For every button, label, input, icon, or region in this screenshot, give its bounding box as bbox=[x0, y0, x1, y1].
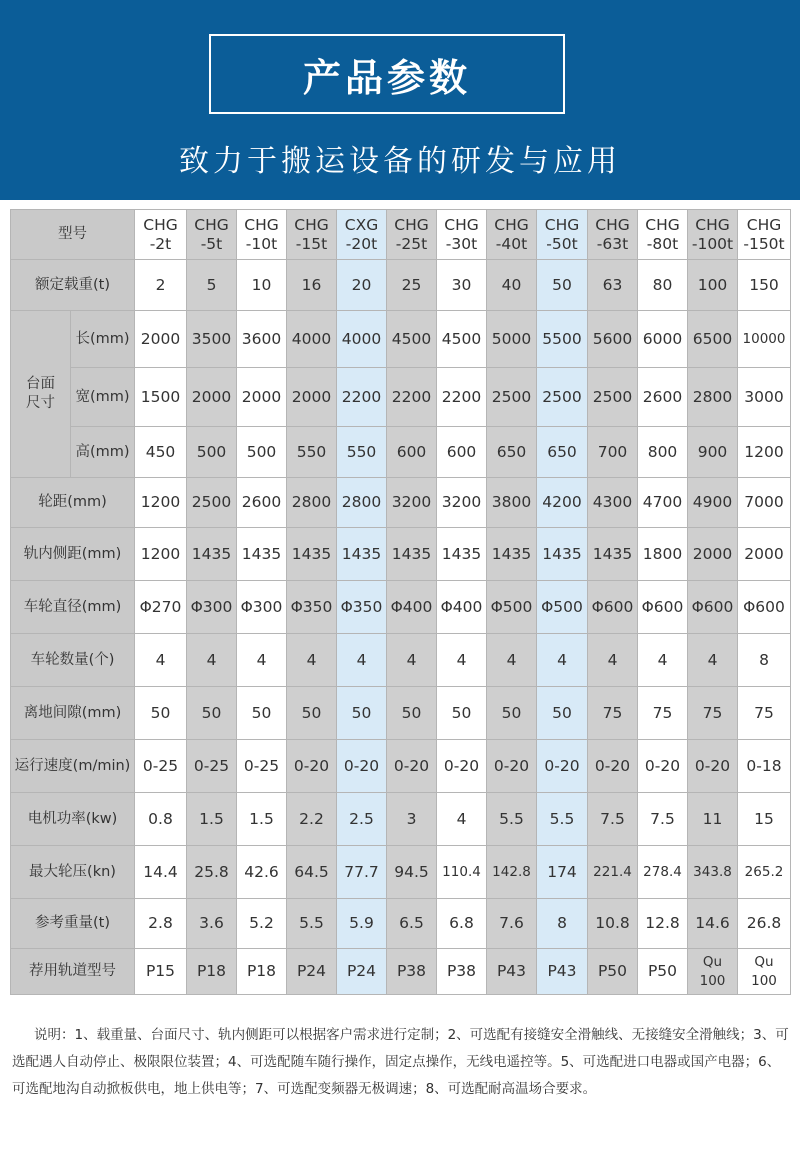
value-cell: 10000 bbox=[738, 311, 791, 368]
value-cell: 2800 bbox=[337, 478, 387, 528]
table-row bbox=[11, 846, 791, 899]
value-cell: Φ500 bbox=[537, 581, 588, 634]
value-cell: 1200 bbox=[738, 427, 791, 478]
value-cell: 4500 bbox=[387, 311, 437, 368]
value-cell: P18 bbox=[187, 949, 237, 995]
table-row bbox=[11, 368, 791, 427]
value-cell: 0-25 bbox=[135, 740, 187, 793]
model-capacity: -50t bbox=[546, 234, 578, 253]
table-row bbox=[11, 793, 791, 846]
value-cell: 5.9 bbox=[337, 899, 387, 949]
value-cell: 5000 bbox=[487, 311, 537, 368]
value-cell: 40 bbox=[487, 260, 537, 311]
value-cell: 50 bbox=[237, 687, 287, 740]
value-cell: 650 bbox=[487, 427, 537, 478]
value-cell: 30 bbox=[437, 260, 487, 311]
model-cell bbox=[437, 210, 487, 260]
model-series: CXG bbox=[344, 215, 379, 234]
value-cell: Qu 100 bbox=[738, 949, 791, 995]
value-cell: 0-20 bbox=[337, 740, 387, 793]
value-cell: P24 bbox=[287, 949, 337, 995]
value-cell: 42.6 bbox=[237, 846, 287, 899]
row-label: 参考重量(t) bbox=[11, 899, 135, 949]
model-capacity: -80t bbox=[646, 234, 679, 253]
value-cell: 1200 bbox=[135, 528, 187, 581]
value-cell: 2500 bbox=[588, 368, 638, 427]
value-cell: 7.6 bbox=[487, 899, 537, 949]
table-header-row bbox=[11, 210, 791, 260]
value-cell: 100 bbox=[688, 260, 738, 311]
value-cell: 0-20 bbox=[437, 740, 487, 793]
model-cell bbox=[187, 210, 237, 260]
value-cell: 2.8 bbox=[135, 899, 187, 949]
model-cell bbox=[135, 210, 187, 260]
model-capacity: -5t bbox=[200, 234, 223, 253]
value-cell: 500 bbox=[237, 427, 287, 478]
value-cell: Φ270 bbox=[135, 581, 187, 634]
model-capacity: -25t bbox=[395, 234, 428, 253]
row-label: 最大轮压(kn) bbox=[11, 846, 135, 899]
table-row bbox=[11, 427, 791, 478]
value-cell: 5.5 bbox=[287, 899, 337, 949]
value-cell: 650 bbox=[537, 427, 588, 478]
table-row bbox=[11, 899, 791, 949]
table-row bbox=[11, 478, 791, 528]
value-cell: 0-25 bbox=[237, 740, 287, 793]
value-cell: 1800 bbox=[638, 528, 688, 581]
model-cell bbox=[287, 210, 337, 260]
value-cell: 4 bbox=[437, 793, 487, 846]
model-cell bbox=[588, 210, 638, 260]
value-cell: 2000 bbox=[287, 368, 337, 427]
value-cell: 94.5 bbox=[387, 846, 437, 899]
value-cell: 800 bbox=[638, 427, 688, 478]
value-cell: 2200 bbox=[437, 368, 487, 427]
value-cell: 4200 bbox=[537, 478, 588, 528]
value-cell: 1435 bbox=[588, 528, 638, 581]
notes-text: 说明：1、载重量、台面尺寸、轨内侧距可以根据客户需求进行定制；2、可选配有接缝安全滑触线、无接缝安全滑触线；3、可选配遇人自动停止、极限限位装置；4、可选配随车随行操作，固定点操作，无线电遥控等。5、可选配进口电器或国产电器；6、可选配地沟自动掀板供电，地上供电等；7、可选配变频器无极调速；8、可选配耐高温场合要求。 bbox=[12, 1027, 789, 1097]
value-cell: 3.6 bbox=[187, 899, 237, 949]
value-cell: 2600 bbox=[237, 478, 287, 528]
row-label: 离地间隙(mm) bbox=[11, 687, 135, 740]
value-cell: 20 bbox=[337, 260, 387, 311]
value-cell: 550 bbox=[337, 427, 387, 478]
value-cell: 3200 bbox=[437, 478, 487, 528]
value-cell: 3200 bbox=[387, 478, 437, 528]
model-series: CHG bbox=[746, 215, 782, 234]
value-cell: 2200 bbox=[337, 368, 387, 427]
value-cell: 50 bbox=[537, 687, 588, 740]
page-subtitle: 致力于搬运设备的研发与应用 bbox=[179, 144, 621, 179]
value-cell: 4 bbox=[487, 634, 537, 687]
table-row bbox=[11, 634, 791, 687]
value-cell: 4 bbox=[437, 634, 487, 687]
value-cell: 7.5 bbox=[588, 793, 638, 846]
value-cell: 600 bbox=[387, 427, 437, 478]
value-cell: 3000 bbox=[738, 368, 791, 427]
value-cell: 6.5 bbox=[387, 899, 437, 949]
value-cell: 75 bbox=[588, 687, 638, 740]
value-cell: 3500 bbox=[187, 311, 237, 368]
model-series: CHG bbox=[244, 215, 279, 234]
value-cell: 5.5 bbox=[537, 793, 588, 846]
value-cell: 4300 bbox=[588, 478, 638, 528]
value-cell: 3800 bbox=[487, 478, 537, 528]
value-cell: 0.8 bbox=[135, 793, 187, 846]
value-cell: 550 bbox=[287, 427, 337, 478]
value-cell: Φ600 bbox=[588, 581, 638, 634]
model-capacity: -30t bbox=[445, 234, 478, 253]
value-cell: 4700 bbox=[638, 478, 688, 528]
value-cell: 1435 bbox=[487, 528, 537, 581]
value-cell: 50 bbox=[135, 687, 187, 740]
value-cell: 50 bbox=[437, 687, 487, 740]
model-series: CHG bbox=[494, 215, 529, 234]
value-cell: P43 bbox=[537, 949, 588, 995]
model-cell bbox=[237, 210, 287, 260]
value-cell: 2 bbox=[135, 260, 187, 311]
row-label: 长(mm) bbox=[71, 311, 135, 368]
value-cell: Φ400 bbox=[387, 581, 437, 634]
value-cell: 2800 bbox=[688, 368, 738, 427]
row-label: 额定载重(t) bbox=[11, 260, 135, 311]
value-cell: 2200 bbox=[387, 368, 437, 427]
value-cell: 1435 bbox=[287, 528, 337, 581]
value-cell: 4 bbox=[387, 634, 437, 687]
value-cell: 700 bbox=[588, 427, 638, 478]
value-cell: 50 bbox=[487, 687, 537, 740]
value-cell: 2000 bbox=[688, 528, 738, 581]
value-cell: P38 bbox=[437, 949, 487, 995]
value-cell: 16 bbox=[287, 260, 337, 311]
table-row bbox=[11, 581, 791, 634]
model-cell bbox=[688, 210, 738, 260]
spec-table-container bbox=[10, 209, 790, 995]
value-cell: 5 bbox=[187, 260, 237, 311]
value-cell: 63 bbox=[588, 260, 638, 311]
value-cell: 7.5 bbox=[638, 793, 688, 846]
value-cell: 600 bbox=[437, 427, 487, 478]
value-cell: 26.8 bbox=[738, 899, 791, 949]
model-series: CHG bbox=[143, 215, 178, 234]
value-cell: 1435 bbox=[187, 528, 237, 581]
value-cell: 14.4 bbox=[135, 846, 187, 899]
value-cell: 4 bbox=[237, 634, 287, 687]
value-cell: 500 bbox=[187, 427, 237, 478]
value-cell: 4 bbox=[287, 634, 337, 687]
model-cell bbox=[638, 210, 688, 260]
value-cell: 15 bbox=[738, 793, 791, 846]
value-cell: 2000 bbox=[187, 368, 237, 427]
value-cell: 1435 bbox=[387, 528, 437, 581]
value-cell: P38 bbox=[387, 949, 437, 995]
model-cell bbox=[738, 210, 791, 260]
value-cell: P24 bbox=[337, 949, 387, 995]
value-cell: 75 bbox=[738, 687, 791, 740]
model-cell bbox=[487, 210, 537, 260]
value-cell: 50 bbox=[387, 687, 437, 740]
value-cell: 14.6 bbox=[688, 899, 738, 949]
value-cell: 110.4 bbox=[437, 846, 487, 899]
value-cell: 2000 bbox=[738, 528, 791, 581]
value-cell: 0-20 bbox=[487, 740, 537, 793]
value-cell: 6500 bbox=[688, 311, 738, 368]
value-cell: 4000 bbox=[337, 311, 387, 368]
value-cell: Φ300 bbox=[187, 581, 237, 634]
value-cell: 5500 bbox=[537, 311, 588, 368]
value-cell: 50 bbox=[537, 260, 588, 311]
value-cell: 5.2 bbox=[237, 899, 287, 949]
model-series: CHG bbox=[294, 215, 329, 234]
value-cell: 75 bbox=[688, 687, 738, 740]
model-capacity: -63t bbox=[596, 234, 629, 253]
value-cell: Qu 100 bbox=[688, 949, 738, 995]
value-cell: 265.2 bbox=[738, 846, 791, 899]
row-label: 宽(mm) bbox=[71, 368, 135, 427]
model-cell bbox=[387, 210, 437, 260]
value-cell: 0-20 bbox=[537, 740, 588, 793]
model-series: CHG bbox=[544, 215, 580, 234]
model-series: CHG bbox=[444, 215, 479, 234]
model-series: CHG bbox=[645, 215, 680, 234]
deck-size-group-text: 台面尺寸 bbox=[26, 376, 55, 411]
value-cell: 2600 bbox=[638, 368, 688, 427]
value-cell: 5600 bbox=[588, 311, 638, 368]
value-cell: 10 bbox=[237, 260, 287, 311]
value-cell: 64.5 bbox=[287, 846, 337, 899]
value-cell: 1435 bbox=[437, 528, 487, 581]
value-cell: 0-20 bbox=[638, 740, 688, 793]
row-label: 高(mm) bbox=[71, 427, 135, 478]
model-capacity: -15t bbox=[295, 234, 328, 253]
value-cell: 6.8 bbox=[437, 899, 487, 949]
model-capacity: -100t bbox=[691, 234, 734, 253]
value-cell: P18 bbox=[237, 949, 287, 995]
value-cell: 1435 bbox=[337, 528, 387, 581]
row-label: 荐用轨道型号 bbox=[11, 949, 135, 995]
table-row bbox=[11, 311, 791, 368]
value-cell: 50 bbox=[187, 687, 237, 740]
value-cell: 25 bbox=[387, 260, 437, 311]
value-cell: 4 bbox=[187, 634, 237, 687]
value-cell: 4900 bbox=[688, 478, 738, 528]
value-cell: 1435 bbox=[537, 528, 588, 581]
value-cell: 4 bbox=[588, 634, 638, 687]
table-row bbox=[11, 740, 791, 793]
value-cell: 75 bbox=[638, 687, 688, 740]
value-cell: 2800 bbox=[287, 478, 337, 528]
model-series: CHG bbox=[695, 215, 730, 234]
value-cell: P50 bbox=[588, 949, 638, 995]
value-cell: Φ600 bbox=[688, 581, 738, 634]
value-cell: 4 bbox=[135, 634, 187, 687]
value-cell: 0-20 bbox=[588, 740, 638, 793]
deck-size-group-label bbox=[11, 311, 71, 478]
row-label: 电机功率(kw) bbox=[11, 793, 135, 846]
value-cell: Φ600 bbox=[638, 581, 688, 634]
value-cell: Φ300 bbox=[237, 581, 287, 634]
value-cell: 142.8 bbox=[487, 846, 537, 899]
value-cell: 2500 bbox=[487, 368, 537, 427]
value-cell: Φ350 bbox=[337, 581, 387, 634]
value-cell: 5.5 bbox=[487, 793, 537, 846]
value-cell: 10.8 bbox=[588, 899, 638, 949]
value-cell: 1435 bbox=[237, 528, 287, 581]
value-cell: 80 bbox=[638, 260, 688, 311]
value-cell: 8 bbox=[738, 634, 791, 687]
value-cell: 2.5 bbox=[337, 793, 387, 846]
spec-table bbox=[10, 209, 791, 995]
table-row bbox=[11, 687, 791, 740]
value-cell: P50 bbox=[638, 949, 688, 995]
value-cell: 0-20 bbox=[387, 740, 437, 793]
row-label: 轨内侧距(mm) bbox=[11, 528, 135, 581]
value-cell: Φ500 bbox=[487, 581, 537, 634]
model-capacity: -150t bbox=[743, 234, 785, 253]
model-series: CHG bbox=[394, 215, 429, 234]
value-cell: 4 bbox=[337, 634, 387, 687]
model-cell bbox=[337, 210, 387, 260]
row-label: 车轮数量(个) bbox=[11, 634, 135, 687]
value-cell: 900 bbox=[688, 427, 738, 478]
value-cell: 3 bbox=[387, 793, 437, 846]
value-cell: 343.8 bbox=[688, 846, 738, 899]
row-label: 车轮直径(mm) bbox=[11, 581, 135, 634]
page-title: 产品参数 bbox=[209, 34, 565, 114]
value-cell: 174 bbox=[537, 846, 588, 899]
value-cell: 4 bbox=[688, 634, 738, 687]
model-capacity: -2t bbox=[149, 234, 172, 253]
value-cell: Φ400 bbox=[437, 581, 487, 634]
value-cell: 2500 bbox=[187, 478, 237, 528]
value-cell: P15 bbox=[135, 949, 187, 995]
value-cell: 450 bbox=[135, 427, 187, 478]
value-cell: 1500 bbox=[135, 368, 187, 427]
value-cell: 3600 bbox=[237, 311, 287, 368]
model-cell bbox=[537, 210, 588, 260]
value-cell: 0-25 bbox=[187, 740, 237, 793]
value-cell: 12.8 bbox=[638, 899, 688, 949]
model-series: CHG bbox=[194, 215, 229, 234]
value-cell: 150 bbox=[738, 260, 791, 311]
row-label: 运行速度(m/min) bbox=[11, 740, 135, 793]
model-header-label: 型号 bbox=[11, 210, 135, 260]
row-label: 轮距(mm) bbox=[11, 478, 135, 528]
value-cell: 11 bbox=[688, 793, 738, 846]
value-cell: 50 bbox=[287, 687, 337, 740]
value-cell: 2500 bbox=[537, 368, 588, 427]
model-capacity: -20t bbox=[345, 234, 378, 253]
value-cell: Φ600 bbox=[738, 581, 791, 634]
table-row bbox=[11, 949, 791, 995]
value-cell: 6000 bbox=[638, 311, 688, 368]
value-cell: 2000 bbox=[135, 311, 187, 368]
model-capacity: -40t bbox=[495, 234, 528, 253]
value-cell: 1200 bbox=[135, 478, 187, 528]
value-cell: 77.7 bbox=[337, 846, 387, 899]
header-banner bbox=[0, 0, 800, 200]
model-series: CHG bbox=[595, 215, 630, 234]
table-row bbox=[11, 528, 791, 581]
value-cell: 50 bbox=[337, 687, 387, 740]
value-cell: 7000 bbox=[738, 478, 791, 528]
value-cell: P43 bbox=[487, 949, 537, 995]
value-cell: 8 bbox=[537, 899, 588, 949]
table-row bbox=[11, 260, 791, 311]
value-cell: 221.4 bbox=[588, 846, 638, 899]
value-cell: 278.4 bbox=[638, 846, 688, 899]
value-cell: Φ350 bbox=[287, 581, 337, 634]
value-cell: 0-20 bbox=[287, 740, 337, 793]
value-cell: 1.5 bbox=[237, 793, 287, 846]
value-cell: 0-18 bbox=[738, 740, 791, 793]
value-cell: 4 bbox=[638, 634, 688, 687]
value-cell: 4500 bbox=[437, 311, 487, 368]
value-cell: 0-20 bbox=[688, 740, 738, 793]
value-cell: 25.8 bbox=[187, 846, 237, 899]
value-cell: 2000 bbox=[237, 368, 287, 427]
value-cell: 4 bbox=[537, 634, 588, 687]
value-cell: 4000 bbox=[287, 311, 337, 368]
value-cell: 2.2 bbox=[287, 793, 337, 846]
model-capacity: -10t bbox=[245, 234, 278, 253]
value-cell: 1.5 bbox=[187, 793, 237, 846]
